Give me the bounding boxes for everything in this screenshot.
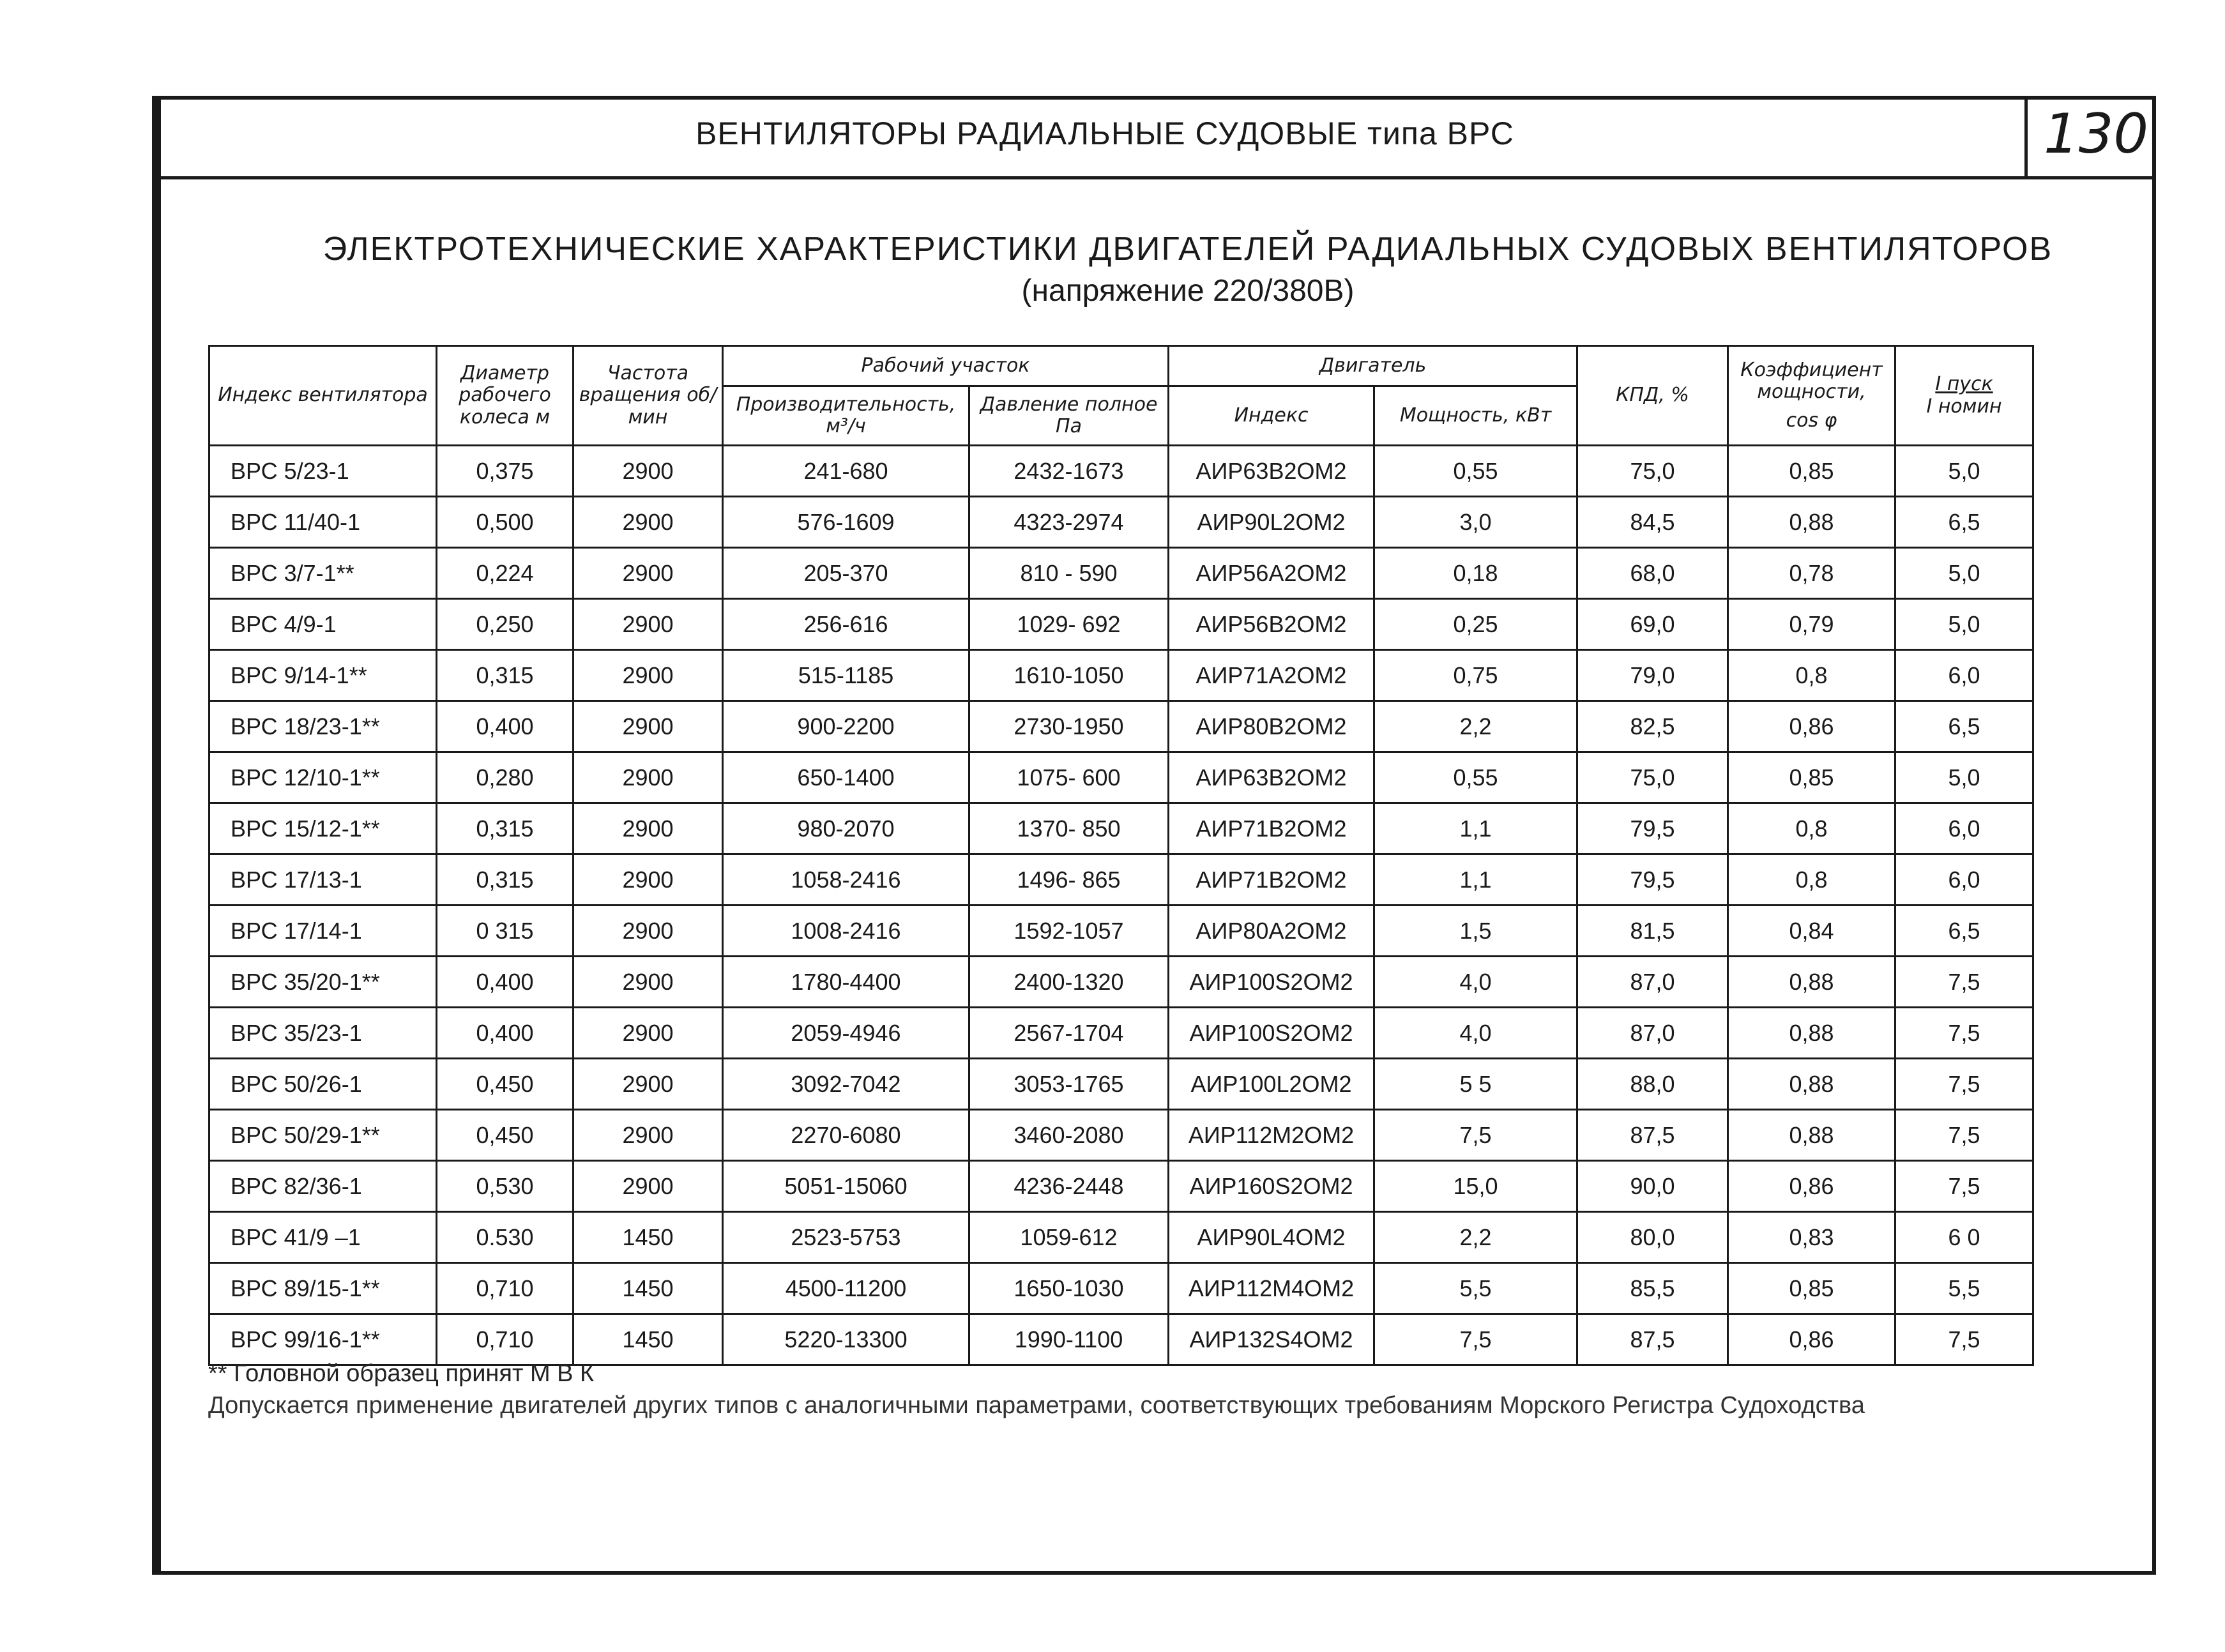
cell-capacity: 205-370 <box>723 548 969 599</box>
cell-power-factor: 0,88 <box>1728 1110 1895 1161</box>
cell-pressure: 2730-1950 <box>969 701 1169 752</box>
cell-pressure: 2567-1704 <box>969 1008 1169 1059</box>
header-fan-index: Индекс вентилятора <box>209 346 437 446</box>
cell-current-ratio: 7,5 <box>1895 957 2033 1008</box>
frame-left-bar <box>152 96 161 1575</box>
cell-power: 15,0 <box>1374 1161 1577 1212</box>
header-current-ratio <box>1895 346 2033 446</box>
table-row <box>209 1110 2033 1161</box>
cell-pressure: 3053-1765 <box>969 1059 1169 1110</box>
cell-pressure: 1990-1100 <box>969 1314 1169 1365</box>
table-row <box>209 1314 2033 1365</box>
cell-speed: 2900 <box>573 957 723 1008</box>
cell-motor-index: АИР100S2ОМ2 <box>1169 1008 1374 1059</box>
cell-pressure: 1592-1057 <box>969 906 1169 957</box>
table-row <box>209 957 2033 1008</box>
cell-power: 4,0 <box>1374 1008 1577 1059</box>
header-power: Мощность, кВт <box>1374 386 1577 446</box>
header-divider <box>152 176 2156 179</box>
cell-diameter: 0 315 <box>437 906 573 957</box>
cell-speed: 2900 <box>573 1110 723 1161</box>
cell-diameter: 0,315 <box>437 803 573 854</box>
cell-capacity: 4500-11200 <box>723 1263 969 1314</box>
cell-power: 1,1 <box>1374 854 1577 906</box>
cell-capacity: 5051-15060 <box>723 1161 969 1212</box>
header-power-factor <box>1728 346 1895 446</box>
cell-motor-index: АИР71В2ОМ2 <box>1169 854 1374 906</box>
table-row <box>209 1059 2033 1110</box>
cell-efficiency: 87,5 <box>1577 1314 1728 1365</box>
table-row <box>209 803 2033 854</box>
cell-power: 0,75 <box>1374 650 1577 701</box>
cell-power-factor: 0,84 <box>1728 906 1895 957</box>
cell-power-factor: 0,8 <box>1728 854 1895 906</box>
cell-power-factor: 0,86 <box>1728 701 1895 752</box>
table-row <box>209 1212 2033 1263</box>
cell-motor-index: АИР90L2ОМ2 <box>1169 497 1374 548</box>
cell-power: 0,55 <box>1374 752 1577 803</box>
page-number-divider <box>2024 96 2028 179</box>
cell-current-ratio: 6,5 <box>1895 701 2033 752</box>
cell-current-ratio: 5,0 <box>1895 599 2033 650</box>
table-row <box>209 650 2033 701</box>
cell-speed: 2900 <box>573 701 723 752</box>
cell-power: 7,5 <box>1374 1314 1577 1365</box>
table-row <box>209 854 2033 906</box>
cell-fan-index: ВРС 9/14-1** <box>209 650 437 701</box>
cell-diameter: 0,400 <box>437 1008 573 1059</box>
motor-spec-table <box>208 345 2034 1366</box>
cell-diameter: 0,500 <box>437 497 573 548</box>
power-factor-label: Коэффициент мощности, <box>1740 358 1883 404</box>
cell-fan-index: ВРС 4/9-1 <box>209 599 437 650</box>
cell-motor-index: АИР90L4ОМ2 <box>1169 1212 1374 1263</box>
table-row <box>209 752 2033 803</box>
cell-power-factor: 0,85 <box>1728 446 1895 497</box>
cell-pressure: 1029- 692 <box>969 599 1169 650</box>
cell-efficiency: 69,0 <box>1577 599 1728 650</box>
header-motor-index: Индекс <box>1169 386 1374 446</box>
cell-fan-index: ВРС 35/23-1 <box>209 1008 437 1059</box>
cell-efficiency: 82,5 <box>1577 701 1728 752</box>
cell-diameter: 0,710 <box>437 1314 573 1365</box>
cell-power-factor: 0,8 <box>1728 650 1895 701</box>
cell-current-ratio: 7,5 <box>1895 1161 2033 1212</box>
cell-fan-index: ВРС 99/16-1** <box>209 1314 437 1365</box>
cell-power-factor: 0,83 <box>1728 1212 1895 1263</box>
power-factor-symbol: cos φ <box>1786 409 1837 432</box>
cell-motor-index: АИР112М2ОМ2 <box>1169 1110 1374 1161</box>
cell-speed: 2900 <box>573 854 723 906</box>
cell-power-factor: 0,88 <box>1728 497 1895 548</box>
cell-current-ratio: 6,5 <box>1895 497 2033 548</box>
cell-power: 0,18 <box>1374 548 1577 599</box>
cell-capacity: 1008-2416 <box>723 906 969 957</box>
cell-power-factor: 0,88 <box>1728 1059 1895 1110</box>
cell-motor-index: АИР100S2ОМ2 <box>1169 957 1374 1008</box>
table-row <box>209 906 2033 957</box>
cell-pressure: 1075- 600 <box>969 752 1169 803</box>
cell-current-ratio: 5,5 <box>1895 1263 2033 1314</box>
cell-power-factor: 0,86 <box>1728 1314 1895 1365</box>
cell-speed: 2900 <box>573 548 723 599</box>
cell-speed: 2900 <box>573 599 723 650</box>
header-efficiency: КПД, % <box>1577 346 1728 446</box>
table-row <box>209 1263 2033 1314</box>
cell-power: 5 5 <box>1374 1059 1577 1110</box>
cell-power: 1,5 <box>1374 906 1577 957</box>
cell-fan-index: ВРС 11/40-1 <box>209 497 437 548</box>
cell-capacity: 5220-13300 <box>723 1314 969 1365</box>
cell-motor-index: АИР80А2ОМ2 <box>1169 906 1374 957</box>
cell-current-ratio: 5,0 <box>1895 446 2033 497</box>
cell-pressure: 1370- 850 <box>969 803 1169 854</box>
cell-power-factor: 0,79 <box>1728 599 1895 650</box>
cell-power-factor: 0,88 <box>1728 1008 1895 1059</box>
cell-current-ratio: 6,0 <box>1895 854 2033 906</box>
cell-current-ratio: 7,5 <box>1895 1314 2033 1365</box>
cell-capacity: 256-616 <box>723 599 969 650</box>
cell-diameter: 0,450 <box>437 1110 573 1161</box>
cell-motor-index: АИР56А2ОМ2 <box>1169 548 1374 599</box>
cell-efficiency: 75,0 <box>1577 446 1728 497</box>
cell-power-factor: 0,86 <box>1728 1161 1895 1212</box>
document-title: ЭЛЕКТРОТЕХНИЧЕСКИЕ ХАРАКТЕРИСТИКИ ДВИГАТЕЛЕЙ РАДИАЛЬНЫХ СУДОВЫХ ВЕНТИЛЯТОРОВ <box>323 231 2053 268</box>
header-speed: Частота вращения об/мин <box>573 346 723 446</box>
cell-efficiency: 87,0 <box>1577 957 1728 1008</box>
cell-power: 4,0 <box>1374 957 1577 1008</box>
cell-pressure: 1650-1030 <box>969 1263 1169 1314</box>
cell-fan-index: ВРС 15/12-1** <box>209 803 437 854</box>
cell-motor-index: АИР132S4ОМ2 <box>1169 1314 1374 1365</box>
cell-current-ratio: 6,0 <box>1895 650 2033 701</box>
cell-fan-index: ВРС 18/23-1** <box>209 701 437 752</box>
cell-pressure: 810 - 590 <box>969 548 1169 599</box>
cell-efficiency: 88,0 <box>1577 1059 1728 1110</box>
cell-diameter: 0,224 <box>437 548 573 599</box>
cell-pressure: 3460-2080 <box>969 1110 1169 1161</box>
cell-efficiency: 87,0 <box>1577 1008 1728 1059</box>
cell-fan-index: ВРС 5/23-1 <box>209 446 437 497</box>
cell-power: 3,0 <box>1374 497 1577 548</box>
cell-capacity: 900-2200 <box>723 701 969 752</box>
cell-pressure: 4323-2974 <box>969 497 1169 548</box>
cell-power: 2,2 <box>1374 701 1577 752</box>
cell-speed: 2900 <box>573 1161 723 1212</box>
cell-power-factor: 0,8 <box>1728 803 1895 854</box>
current-ratio-numerator: I пуск <box>1935 373 1993 395</box>
cell-diameter: 0,250 <box>437 599 573 650</box>
motor-substitution-note: Допускается применение двигателей других типов с аналогичными параметрами, соответствующих требованиям Морского Регистра Судоходства <box>208 1392 1865 1419</box>
cell-motor-index: АИР63В2ОМ2 <box>1169 446 1374 497</box>
header-diameter: Диаметр рабочего колеса м <box>437 346 573 446</box>
cell-power: 5,5 <box>1374 1263 1577 1314</box>
cell-capacity: 1058-2416 <box>723 854 969 906</box>
cell-current-ratio: 7,5 <box>1895 1110 2033 1161</box>
document-subtitle: (напряжение 220/380В) <box>1021 274 1355 308</box>
cell-fan-index: ВРС 82/36-1 <box>209 1161 437 1212</box>
cell-pressure: 4236-2448 <box>969 1161 1169 1212</box>
cell-speed: 2900 <box>573 906 723 957</box>
cell-motor-index: АИР71А2ОМ2 <box>1169 650 1374 701</box>
cell-efficiency: 90,0 <box>1577 1161 1728 1212</box>
cell-motor-index: АИР71В2ОМ2 <box>1169 803 1374 854</box>
cell-power-factor: 0,78 <box>1728 548 1895 599</box>
cell-current-ratio: 7,5 <box>1895 1008 2033 1059</box>
cell-power-factor: 0,88 <box>1728 957 1895 1008</box>
cell-fan-index: ВРС 50/29-1** <box>209 1110 437 1161</box>
cell-pressure: 1496- 865 <box>969 854 1169 906</box>
cell-motor-index: АИР80В2ОМ2 <box>1169 701 1374 752</box>
header-pressure: Давление полное Па <box>969 386 1169 446</box>
table-row <box>209 1161 2033 1212</box>
cell-capacity: 2523-5753 <box>723 1212 969 1263</box>
cell-power: 0,55 <box>1374 446 1577 497</box>
cell-diameter: 0,530 <box>437 1161 573 1212</box>
cell-diameter: 0,400 <box>437 701 573 752</box>
cell-efficiency: 68,0 <box>1577 548 1728 599</box>
cell-efficiency: 80,0 <box>1577 1212 1728 1263</box>
cell-capacity: 650-1400 <box>723 752 969 803</box>
table-row <box>209 548 2033 599</box>
table-row <box>209 599 2033 650</box>
cell-efficiency: 85,5 <box>1577 1263 1728 1314</box>
cell-current-ratio: 5,0 <box>1895 752 2033 803</box>
cell-speed: 2900 <box>573 497 723 548</box>
cell-diameter: 0,450 <box>437 1059 573 1110</box>
cell-motor-index: АИР160S2ОМ2 <box>1169 1161 1374 1212</box>
cell-power: 1,1 <box>1374 803 1577 854</box>
cell-power-factor: 0,85 <box>1728 1263 1895 1314</box>
cell-pressure: 1059-612 <box>969 1212 1169 1263</box>
cell-diameter: 0,315 <box>437 854 573 906</box>
cell-motor-index: АИР56В2ОМ2 <box>1169 599 1374 650</box>
cell-capacity: 1780-4400 <box>723 957 969 1008</box>
header-capacity: Производительность, м³/ч <box>723 386 969 446</box>
cell-speed: 2900 <box>573 1059 723 1110</box>
cell-fan-index: ВРС 89/15-1** <box>209 1263 437 1314</box>
cell-speed: 1450 <box>573 1314 723 1365</box>
cell-diameter: 0,315 <box>437 650 573 701</box>
cell-speed: 1450 <box>573 1212 723 1263</box>
cell-diameter: 0,280 <box>437 752 573 803</box>
cell-efficiency: 79,5 <box>1577 803 1728 854</box>
cell-fan-index: ВРС 41/9 –1 <box>209 1212 437 1263</box>
cell-capacity: 2270-6080 <box>723 1110 969 1161</box>
cell-speed: 2900 <box>573 803 723 854</box>
cell-efficiency: 79,5 <box>1577 854 1728 906</box>
cell-current-ratio: 6,0 <box>1895 803 2033 854</box>
cell-current-ratio: 6 0 <box>1895 1212 2033 1263</box>
cell-power: 7,5 <box>1374 1110 1577 1161</box>
cell-diameter: 0.530 <box>437 1212 573 1263</box>
cell-capacity: 241-680 <box>723 446 969 497</box>
cell-motor-index: АИР112М4ОМ2 <box>1169 1263 1374 1314</box>
cell-motor-index: АИР100L2ОМ2 <box>1169 1059 1374 1110</box>
cell-power-factor: 0,85 <box>1728 752 1895 803</box>
cell-speed: 2900 <box>573 1008 723 1059</box>
footnote: ** Головной образец принят М В К <box>208 1360 595 1387</box>
cell-efficiency: 84,5 <box>1577 497 1728 548</box>
cell-capacity: 980-2070 <box>723 803 969 854</box>
cell-fan-index: ВРС 3/7-1** <box>209 548 437 599</box>
table-row <box>209 1008 2033 1059</box>
cell-pressure: 1610-1050 <box>969 650 1169 701</box>
table-row <box>209 701 2033 752</box>
cell-fan-index: ВРС 35/20-1** <box>209 957 437 1008</box>
cell-pressure: 2400-1320 <box>969 957 1169 1008</box>
cell-power: 2,2 <box>1374 1212 1577 1263</box>
cell-efficiency: 81,5 <box>1577 906 1728 957</box>
cell-fan-index: ВРС 17/13-1 <box>209 854 437 906</box>
cell-speed: 2900 <box>573 650 723 701</box>
cell-current-ratio: 7,5 <box>1895 1059 2033 1110</box>
cell-efficiency: 79,0 <box>1577 650 1728 701</box>
cell-fan-index: ВРС 12/10-1** <box>209 752 437 803</box>
cell-efficiency: 87,5 <box>1577 1110 1728 1161</box>
cell-capacity: 576-1609 <box>723 497 969 548</box>
cell-capacity: 3092-7042 <box>723 1059 969 1110</box>
cell-speed: 2900 <box>573 446 723 497</box>
page-number: 130 <box>2044 102 2149 166</box>
cell-power: 0,25 <box>1374 599 1577 650</box>
cell-diameter: 0,400 <box>437 957 573 1008</box>
cell-fan-index: ВРС 17/14-1 <box>209 906 437 957</box>
header-title: ВЕНТИЛЯТОРЫ РАДИАЛЬНЫЕ СУДОВЫЕ типа ВРС <box>695 116 1514 151</box>
table-row <box>209 497 2033 548</box>
cell-diameter: 0,375 <box>437 446 573 497</box>
cell-fan-index: ВРС 50/26-1 <box>209 1059 437 1110</box>
cell-diameter: 0,710 <box>437 1263 573 1314</box>
cell-current-ratio: 6,5 <box>1895 906 2033 957</box>
cell-capacity: 515-1185 <box>723 650 969 701</box>
cell-capacity: 2059-4946 <box>723 1008 969 1059</box>
cell-efficiency: 75,0 <box>1577 752 1728 803</box>
cell-motor-index: АИР63В2ОМ2 <box>1169 752 1374 803</box>
current-ratio-denominator: I номин <box>1926 395 2002 418</box>
table-row <box>209 446 2033 497</box>
cell-speed: 2900 <box>573 752 723 803</box>
header-work-range: Рабочий участок <box>723 346 1169 386</box>
cell-current-ratio: 5,0 <box>1895 548 2033 599</box>
cell-pressure: 2432-1673 <box>969 446 1169 497</box>
header-motor: Двигатель <box>1169 346 1577 386</box>
cell-speed: 1450 <box>573 1263 723 1314</box>
